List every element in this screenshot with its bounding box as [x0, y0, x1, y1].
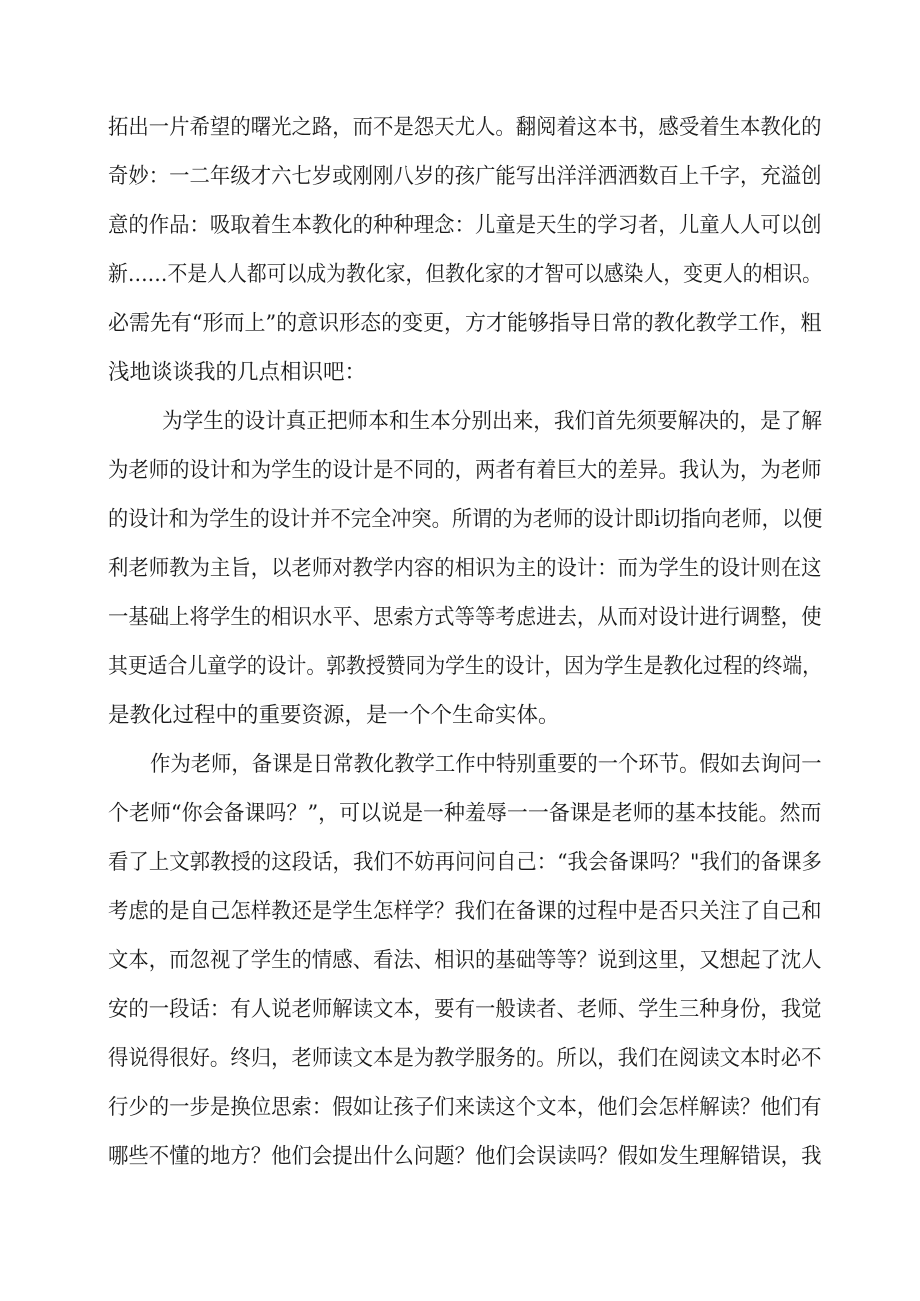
text-line: 利老师教为主旨，以老师对教学内容的相识为主的设计：而为学生的设计则在这	[108, 556, 822, 581]
text-line: 的设计和为学生的设计并不完全冲突。所谓的为老师的设计即i切指向老师，以便	[108, 507, 823, 532]
text-line: 新……不是人人都可以成为教化家，但教化家的才智可以感染人，变更人的相识。	[108, 262, 823, 287]
text-line: 浅地谈谈我的几点相识吧：	[108, 360, 367, 385]
text-line: 意的作品：吸取着生本教化的种种理念：儿童是天生的学习者，儿童人人可以创	[108, 213, 822, 238]
text-line: 拓出一片希望的曙光之路，而不是怨天尤人。翻阅着这本书，感受着生本教化的	[108, 115, 822, 140]
text-line: 哪些不懂的地方？他们会提出什么问题？他们会误读吗？假如发生理解错误，我	[108, 1144, 822, 1169]
text-line: 为学生的设计真正把师本和生本分别出来，我们首先须要解决的，是了解	[162, 409, 823, 434]
text-line: 是教化过程中的重要资源，是一个个生命实体。	[108, 703, 560, 728]
text-line: 安的一段话：有人说老师解读文本，要有一般读者、老师、学生三种身份，我觉	[108, 997, 822, 1022]
text-line: 必需先有“形而上”的意识形态的变更，方才能够指导日常的教化教学工作，粗	[108, 311, 822, 336]
text-line: 一基础上将学生的相识水平、思索方式等等考虑进去，从而对设计进行调整，使	[108, 605, 822, 630]
text-line: 其更适合儿童学的设计。郭教授赞同为学生的设计，因为学生是教化过程的终端，	[108, 654, 823, 679]
text-line: 看了上文郭教授的这段话，我们不妨再问问自己：“我会备课吗？"我们的备课多	[108, 850, 822, 875]
text-line: 行少的一步是换位思索：假如让孩子们来读这个文本，他们会怎样解读？他们有	[108, 1095, 822, 1120]
text-line: 考虑的是自己怎样教还是学生怎样学？我们在备课的过程中是否只关注了自己和	[108, 899, 822, 924]
text-line: 奇妙：一二年级才六七岁或刚刚八岁的孩广能写出洋洋洒洒数百上千字，充溢创	[108, 164, 822, 189]
text-line: 个老师“你会备课吗？”，可以说是一种羞辱一一备课是老师的基本技能。然而	[108, 801, 822, 826]
text-line: 文本，而忽视了学生的情感、看法、相识的基础等等？说到这里，又想起了沈人	[108, 948, 822, 973]
text-line: 得说得很好。终归，老师读文本是为教学服务的。所以，我们在阅读文本时必不	[108, 1046, 822, 1071]
text-line: 为老师的设计和为学生的设计是不同的，两者有着巨大的差异。我认为，为老师	[108, 458, 822, 483]
text-line: 作为老师，备课是日常教化教学工作中特别重要的一个环节。假如去询问一	[150, 752, 822, 777]
